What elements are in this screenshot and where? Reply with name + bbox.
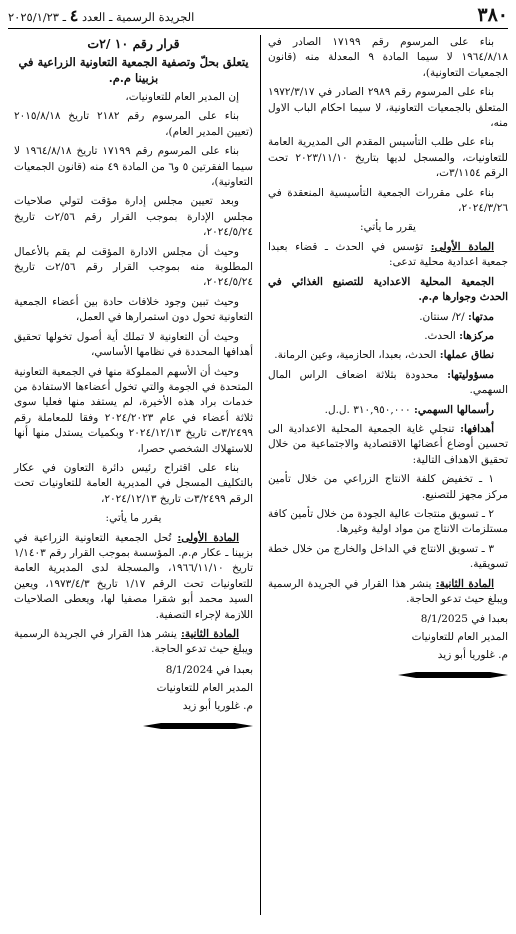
right-column — [261, 35, 508, 915]
signature-title: المدير العام للتعاونيات — [156, 681, 253, 694]
left-column — [14, 35, 261, 915]
paragraph: وحيث أن التعاونية لا تملك أية أصول تخولها تحقيق أهدافها المحددة في نظامها الأساسي، — [14, 330, 253, 359]
article-1 — [14, 531, 253, 623]
page-header — [8, 4, 508, 29]
article-text: تؤسس في الحدث ـ قضاء بعبدا جمعية اعدادية محلية تدعى: — [268, 240, 508, 269]
liability — [268, 368, 508, 399]
signature-date: بعبدا في 8/1/2025 — [420, 613, 508, 626]
goals — [268, 422, 508, 468]
paragraph: بناء على طلب التأسيس المقدم الى المديرية العامة للتعاونيات، والمسجل لديها بتاريخ ٢٠٢٣/١١/١٠ تحت الرقم ٣/١١٥٤ت، — [268, 136, 508, 180]
field-label: مدتها: — [468, 310, 494, 323]
issue-number: ٤ — [69, 6, 79, 25]
field-label: مسؤوليتها: — [447, 368, 494, 381]
duration — [268, 310, 508, 325]
article-2 — [268, 577, 508, 608]
signature-block — [268, 611, 508, 663]
issue-date: ـ ٢٠٢٥/١/٢٣ — [8, 10, 67, 24]
scope — [268, 348, 508, 363]
decides-heading: يقرر ما يأتي: — [360, 221, 416, 234]
goal-item: ٣ ـ تسويق الانتاج في الداخل والخارج من خلال خطة تسويقية. — [268, 542, 508, 571]
article-2 — [14, 627, 253, 658]
field-value: /٢/ سنتان. — [419, 310, 469, 323]
paragraph: بناء على اقتراح رئيس دائرة التعاون في عكار بالتكليف المسجل في المديرية العامة للتعاونيات تحت الرقم ٣/٢٤٩٩ت تاريخ ٢٠٢٤/١٢/١٣، — [14, 461, 253, 505]
columns — [8, 35, 508, 915]
paragraph: بناء على المرسوم رقم ٢٩٨٩ الصادر في ١٩٧٢/٣/١٧ المتعلق بالجمعيات التعاونية، لا سيما احكام الباب الاول منه، — [268, 86, 508, 130]
association-name: الجمعية المحلية الاعدادية للتصنيع الغذائي في الحدث وجوارها م.م. — [268, 275, 508, 304]
article-label: المادة الثانية: — [435, 577, 494, 590]
field-value: ٣١٠,٩٥٠,٠٠٠ .ل.ل. — [324, 403, 415, 416]
field-value: الحدث، بعبدا، الحازمية، وعين الرمانة. — [274, 349, 440, 362]
gazette-name: الجريدة الرسمية ـ العدد — [81, 10, 195, 24]
center — [268, 329, 508, 344]
article-label: المادة الأولى: — [177, 531, 239, 544]
paragraph: وحيث أن مجلس الادارة المؤقت لم يقم بالأعمال المطلوبة منه بموجب القرار رقم ٢/٥٦ت تاريخ ٢٠٢٤/٥/٢٤، — [14, 245, 253, 289]
gazette-info — [8, 6, 194, 25]
paragraph: بناء على المرسوم رقم ١٧١٩٩ تاريخ ١٩٦٤/٨/١٨ لا سيما الفقرتين ٥ و٦ من المادة ٤٩ منه (قانون الجمعيات التعاونية)، — [14, 145, 253, 189]
field-label: أهدافها: — [460, 422, 494, 435]
field-label: رأسمالها السهمي: — [414, 403, 494, 416]
field-value: الحدث. — [424, 329, 460, 342]
goal-item: ١ ـ تخفيض كلفة الانتاج الزراعي من خلال تأمين مركز مجهز للتصنيع. — [268, 473, 508, 501]
article-text: ينشر هذا القرار في الجريدة الرسمية ويبلغ حيث تدعو الحاجة. — [14, 628, 253, 656]
paragraph: بناء على المرسوم رقم ٢١٨٢ تاريخ ٢٠١٥/٨/١٨ (تعيين المدير العام)، — [14, 110, 253, 138]
section-divider — [143, 722, 253, 730]
paragraph: وحيث تبين وجود خلافات حادة بين أعضاء الجمعية التعاونية تحول دون استمرارها في العمل، — [14, 295, 253, 324]
signature-name: م. غلوريا أبو زيد — [182, 699, 253, 712]
paragraph: بناء على مقررات الجمعية التأسيسية المنعقدة في ٢٠٢٤/٣/٢٦، — [268, 186, 508, 215]
article-label: المادة الأولى: — [430, 240, 494, 253]
decision-title: قرار رقم ١٠ /٢ت — [87, 36, 180, 51]
paragraph: بناء على المرسوم رقم ١٧١٩٩ الصادر في ١٩٦٤/٨/١٨ لا سيما المادة ٩ المعدلة منه (قانون الجمعيات التعاونية)، — [268, 36, 509, 79]
goal-item: ٢ ـ تسويق منتجات عالية الجودة من خلال تأمين كافة مستلزمات الانتاج من مواد اولية وغيرها. — [268, 507, 508, 536]
field-label: نطاق عملها: — [439, 349, 494, 362]
capital — [268, 403, 508, 418]
paragraph: وبعد تعيين مجلس إدارة مؤقت لتولي صلاحيات مجلس الإدارة بموجب القرار رقم ٢/٥٦ت تاريخ ٢٠٢٤/٥/٢٤، — [14, 195, 253, 239]
signature-title: المدير العام للتعاونيات — [411, 631, 508, 644]
signature-block — [14, 662, 253, 714]
signature-name: م. غلوريا أبو زيد — [437, 649, 508, 662]
section-divider — [398, 671, 508, 679]
signature-date: بعبدا في 8/1/2024 — [165, 663, 253, 676]
decides-heading: يقرر ما يأتي: — [105, 512, 162, 525]
paragraph: إن المدير العام للتعاونيات، — [125, 91, 239, 103]
field-value: محدودة بثلاثة اضعاف الراس المال السهمي. — [268, 368, 508, 397]
decision-subtitle: يتعلق بحلّ وتصفية الجمعية التعاونية الزراعية في بزبينا م.م. — [18, 55, 249, 85]
article-label: المادة الثانية: — [180, 628, 239, 640]
field-value: تنجلي غاية الجمعية المحلية الاعدادية الى تحسين أوضاع أعضائها الاقتصادية والاجتماعية من خلال تحقيق الاهداف التالية: — [268, 422, 508, 466]
article-text: تُحل الجمعية التعاونية الزراعية في بزبينا ـ عكار م.م. المؤسسة بموجب القرار رقم ١/١٤٠٣ تاريخ ١٩٦٦/١١/١٠، والمسجلة لدى المديرية العامة للتعاونيات تحت الرقم ١/١٧ تاريخ ١٩٧٣/٤/٣، ويعين السيد محمد أبو شقرا مصفيا لها، ويعطى الصلاحيات اللازمة لإجراء التصفية. — [14, 531, 253, 621]
paragraph: وحيث أن الأسهم المملوكة منها في الجمعية التعاونية المتحدة في الجومة والتي تخول أعضاءها الاستفادة من خدمات براد هذه الأخيرة، لم يستفد منها فعليا سوى ثلاثة أعضاء في عام ٢٠٢٤/٢٠٢٣ وفقا للمعاملة رقم ٣/٢٤٩٩ت تاريخ ٢٠٢٤/١٢/١٣ وبكميات يستدل منها أنها للاستهلاك الشخصي حصرا، — [14, 365, 253, 455]
article-1 — [268, 240, 508, 271]
field-label: مركزها: — [459, 329, 494, 342]
page-number: ٣٨٠ — [477, 4, 508, 26]
article-text: ينشر هذا القرار في الجريدة الرسمية ويبلغ حيث تدعو الحاجة. — [268, 577, 508, 605]
